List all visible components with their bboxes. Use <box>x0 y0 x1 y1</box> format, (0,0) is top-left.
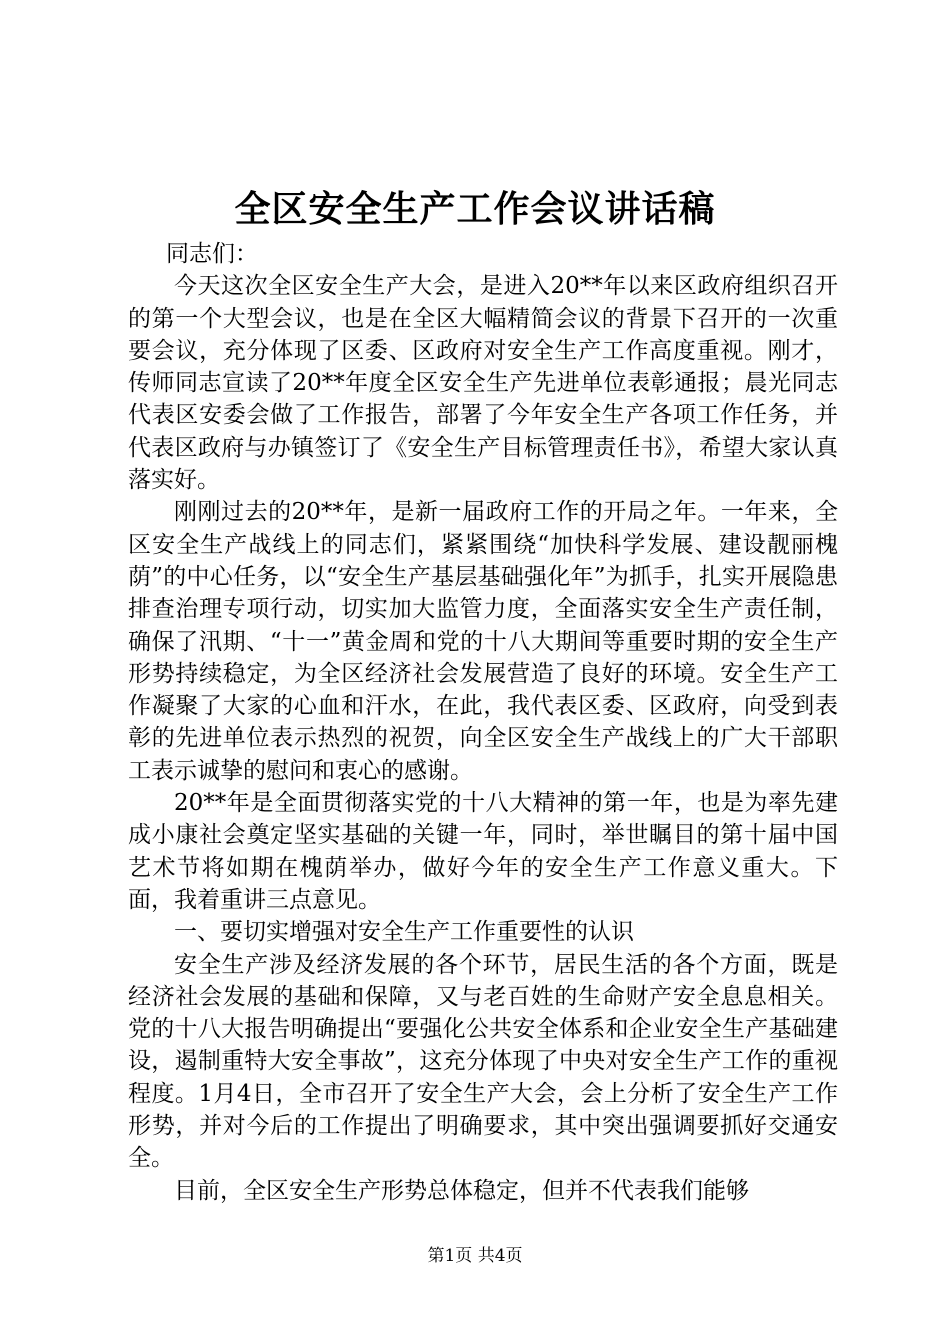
document-title: 全区安全生产工作会议讲话稿 <box>234 188 716 230</box>
document-body <box>128 238 838 1207</box>
section-paragraph-2: 目前，全区安全生产形势总体稳定，但并不代表我们能够 <box>174 1177 749 1204</box>
paragraph-2: 刚刚过去的20**年，是新一届政府工作的开局之年。一年来，全区安全生产战线上的同志们，紧紧围绕“加快科学发展、建设靓丽槐荫”的中心任务，以“安全生产基层基础强化年”为抓手，扎实开展隐患排查治理专项行动，切实加大监管力度，全面落实安全生产责任制，确保了汛期、“十一”黄金周和党的十八大期间等重要时期的安全生产形势持续稳定，为全区经济社会发展营造了良好的环境。安全生产工作凝聚了大家的心血和汗水，在此，我代表区委、区政府，向受到表彰的先进单位表示热烈的祝贺，向全区安全生产战线上的广大干部职工表示诚挚的慰问和衷心的感谢。 <box>128 499 838 784</box>
page-footer: 第1页 共4页 <box>427 1246 523 1266</box>
salutation: 同志们： <box>165 241 258 267</box>
paragraph-3: 20**年是全面贯彻落实党的十八大精神的第一年，也是为率先建成小康社会奠定坚实基础的关键一年，同时，举世瞩目的第十届中国艺术节将如期在槐荫举办，做好今年的安全生产工作意义重大。下面，我着重讲三点意见。 <box>128 790 838 913</box>
section-paragraph-1: 安全生产涉及经济发展的各个环节，居民生活的各个方面，既是经济社会发展的基础和保障，又与老百姓的生命财产安全息息相关。党的十八大报告明确提出“要强化公共安全体系和企业安全生产基础建设，遏制重特大安全事故”，这充分体现了中央对安全生产工作的重视程度。1月4日，全市召开了安全生产大会，会上分析了安全生产工作形势，并对今后的工作提出了明确要求，其中突出强调要抓好交通安全。 <box>128 951 838 1172</box>
paragraph-1: 今天这次全区安全生产大会，是进入20**年以来区政府组织召开的第一个大型会议，也是在全区大幅精简会议的背景下召开的一次重要会议，充分体现了区委、区政府对安全生产工作高度重视。刚才，传师同志宣读了20**年度全区安全生产先进单位表彰通报；晨光同志代表区安委会做了工作报告，部署了今年安全生产各项工作任务，并代表区政府与办镇签订了《安全生产目标管理责任书》，希望大家认真落实好。 <box>128 273 838 494</box>
section-heading: 一、要切实增强对安全生产工作重要性的认识 <box>174 919 634 946</box>
